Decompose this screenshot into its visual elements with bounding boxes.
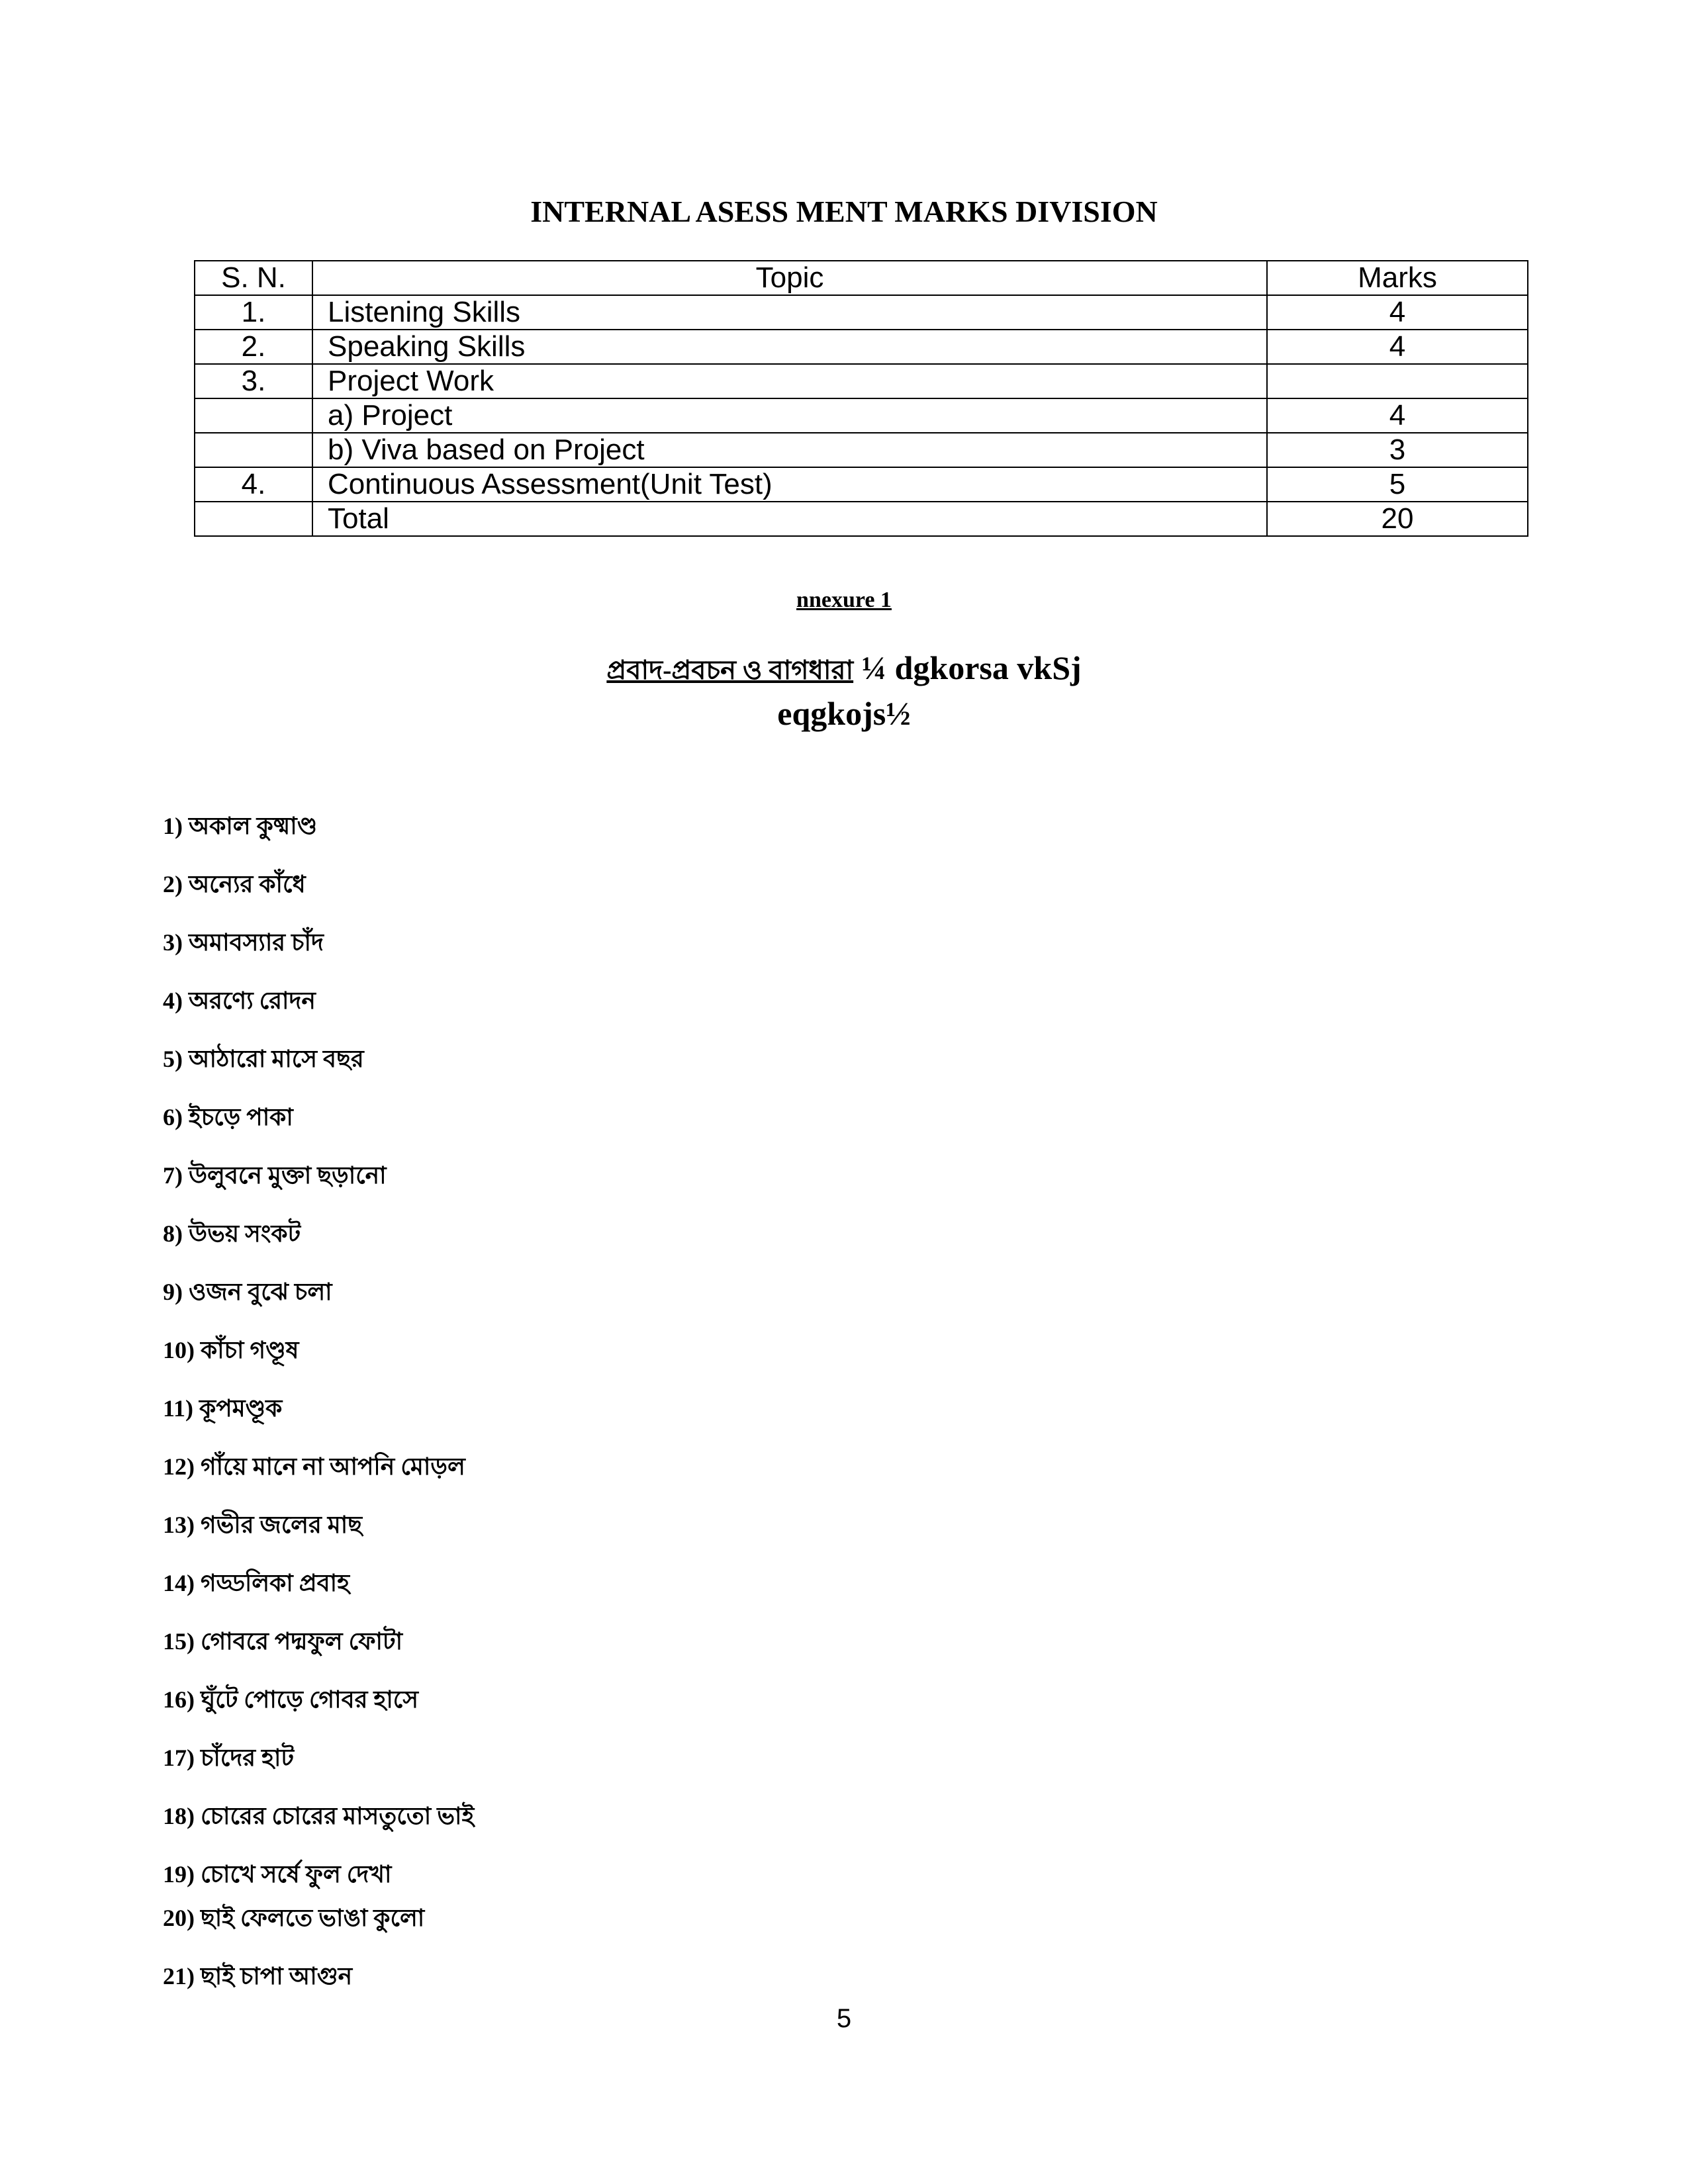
cell-marks: 4	[1267, 330, 1528, 364]
list-item: 13) গভীর জলের মাছ	[163, 1512, 363, 1538]
list-item: 21) ছাই চাপা আগুন	[163, 1963, 353, 1989]
list-item: 4) অরণ্যে রোদন	[163, 987, 316, 1014]
list-item: 6) ইচড়ে পাকা	[163, 1104, 293, 1130]
list-item: 8) উভয় সংকট	[163, 1220, 301, 1247]
marks-table	[194, 260, 1528, 537]
header-marks: Marks	[1267, 261, 1528, 295]
cell-topic: a) Project	[312, 398, 1267, 433]
list-item: 18) চোরের চোরের মাসতুতো ভাই	[163, 1803, 475, 1829]
cell-sn: 3.	[195, 364, 312, 398]
list-item: 3) অমাবস্যার চাঁদ	[163, 929, 324, 956]
table-header-row	[195, 261, 1528, 295]
cell-marks: 20	[1267, 502, 1528, 536]
list-item: 11) কূপমণ্ডূক	[163, 1395, 283, 1422]
list-item: 20) ছাই ফেলতে ভাঙা কুলো	[163, 1905, 425, 1931]
cell-marks: 4	[1267, 398, 1528, 433]
heading-roman-line2: eqgkojs½	[777, 695, 911, 732]
cell-topic: Continuous Assessment(Unit Test)	[312, 467, 1267, 502]
list-item: 2) অন্যের কাঁধে	[163, 871, 306, 897]
header-topic: Topic	[312, 261, 1267, 295]
table-row	[195, 398, 1528, 433]
cell-marks: 4	[1267, 295, 1528, 330]
cell-sn: 2.	[195, 330, 312, 364]
cell-sn	[195, 502, 312, 536]
cell-topic: Project Work	[312, 364, 1267, 398]
cell-marks	[1267, 364, 1528, 398]
list-item: 12) গাঁয়ে মানে না আপনি মোড়ল	[163, 1453, 465, 1480]
cell-topic: Speaking Skills	[312, 330, 1267, 364]
cell-topic: Total	[312, 502, 1267, 536]
cell-sn: 1.	[195, 295, 312, 330]
list-item: 10) কাঁচা গণ্ডূষ	[163, 1337, 299, 1363]
table-row	[195, 467, 1528, 502]
cell-marks: 5	[1267, 467, 1528, 502]
page-title: INTERNAL ASESS MENT MARKS DIVISION	[530, 195, 1158, 228]
table-row-total	[195, 502, 1528, 536]
heading-roman-line1: ¼ dgkorsa vkSj	[861, 649, 1082, 686]
annexure-label: nnexure 1	[796, 588, 892, 612]
cell-topic: b) Viva based on Project	[312, 433, 1267, 467]
table-row	[195, 364, 1528, 398]
cell-marks: 3	[1267, 433, 1528, 467]
cell-sn	[195, 433, 312, 467]
header-sn: S. N.	[195, 261, 312, 295]
list-item: 9) ওজন বুঝে চলা	[163, 1279, 332, 1305]
section-heading-line1	[0, 645, 1688, 693]
list-item: 7) উলুবনে মুক্তা ছড়ানো	[163, 1162, 387, 1189]
cell-topic: Listening Skills	[312, 295, 1267, 330]
table-row	[195, 295, 1528, 330]
list-item: 1) অকাল কুষ্মাণ্ড	[163, 813, 318, 839]
list-item: 5) আঠারো মাসে বছর	[163, 1046, 364, 1072]
proverb-list	[163, 806, 1090, 2015]
table-row	[195, 433, 1528, 467]
list-item: 16) ঘুঁটে পোড়ে গোবর হাসে	[163, 1686, 419, 1713]
list-item: 15) গোবরে পদ্মফুল ফোটা	[163, 1628, 403, 1655]
list-item: 19) চোখে সর্ষে ফুল দেখা	[163, 1861, 392, 1888]
table-row	[195, 330, 1528, 364]
cell-sn	[195, 398, 312, 433]
cell-sn: 4.	[195, 467, 312, 502]
list-item: 14) গড্ডলিকা প্রবাহ	[163, 1570, 350, 1596]
heading-bengali: প্রবাদ-প্রবচন ও বাগধারা	[606, 655, 854, 685]
list-item: 17) চাঁদের হাট	[163, 1745, 295, 1771]
page-number: 5	[836, 2004, 852, 2033]
section-heading	[0, 645, 1688, 734]
